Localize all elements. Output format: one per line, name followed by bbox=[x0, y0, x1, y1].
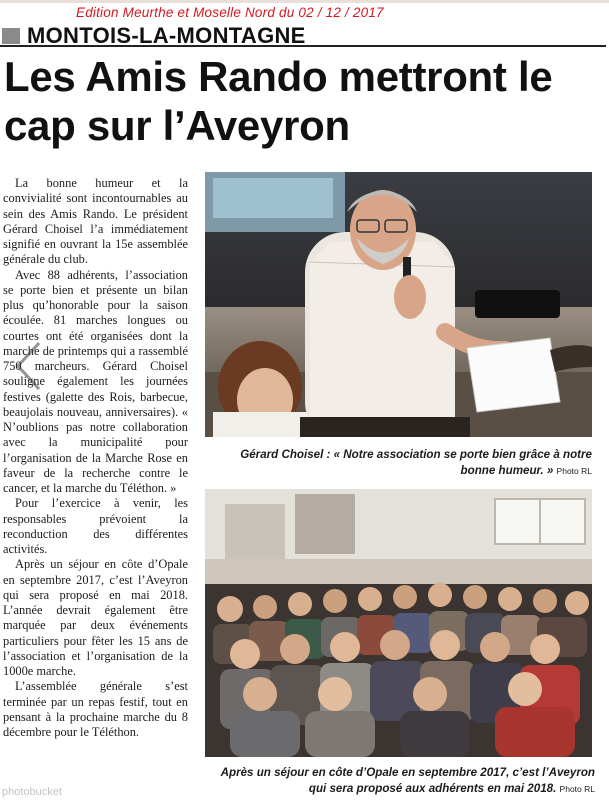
photo-audience-illustration bbox=[205, 489, 592, 757]
article-headline: Les Amis Rando mettront le cap sur l’Aveyron bbox=[4, 53, 553, 149]
photo-assembly-audience bbox=[205, 489, 592, 757]
section-title: MONTOIS-LA-MONTAGNE bbox=[27, 23, 306, 48]
audience-crowd bbox=[205, 583, 592, 757]
photo-caption bbox=[230, 447, 592, 479]
chevron-left-icon[interactable] bbox=[13, 340, 43, 392]
watermark: photobucket bbox=[2, 786, 62, 798]
section-marker-icon bbox=[2, 28, 20, 44]
photo-president-illustration bbox=[205, 172, 592, 437]
photo-credit: Photo RL bbox=[556, 466, 592, 476]
article-paragraph: Après un séjour en côte d’Opale en septembre 2017, c’est l’Aveyron qui sera proposé en mai 2018. L’année devrait également être marquée par deux événements particuliers pour fêter les 15 ans de l’association et l’organisation de la 1000e marche. bbox=[3, 557, 188, 678]
photo-president-speaking bbox=[205, 172, 592, 437]
top-rule bbox=[0, 0, 609, 3]
edition-line: Edition Meurthe et Moselle Nord du 02 / 12 / 2017 bbox=[76, 5, 384, 20]
article-body bbox=[3, 176, 188, 740]
article-paragraph: Pour l’exercice à venir, les responsables prévoient la reconduction des différentes activités. bbox=[3, 496, 188, 556]
section-header bbox=[0, 25, 606, 47]
article-paragraph: L’assemblée générale s’est terminée par un repas festif, tout en pensant à la prochaine marche du 8 décembre pour le Téléthon. bbox=[3, 679, 188, 739]
article-paragraph: La bonne humeur et la convivialité sont incontournables au sein des Amis Rando. Le président Gérard Choisel l’a immédiatement signifié en ouvrant la 15e assemblée générale du club. bbox=[3, 176, 188, 267]
photo-caption bbox=[205, 765, 595, 797]
caption-text: Après un séjour en côte d’Opale en septembre 2017, c’est l’Aveyron qui sera proposé aux adhérents en mai 2018. bbox=[220, 766, 595, 795]
photo-credit: Photo RL bbox=[559, 784, 595, 794]
caption-text: Gérard Choisel : « Notre association se porte bien grâce à notre bonne humeur. » bbox=[240, 448, 592, 477]
article-paragraph: Avec 88 adhérents, l’association se porte bien et présente un bilan plus qu’honorable pour la saison écoulée. 81 marches longues ou courtes ont été organisées dont la marche de printemps qui a rassemblé 750 marcheurs. Gérard Choisel souligne également les journées festives (galette des Rois, barbecue, beaujolais nouveau, anniversaires). « N’oublions pas notre collaboration avec la municipalité pour l’organisation de la Marche Rose en faveur de la recherche contre le cancer, et la marche du Téléthon. » bbox=[3, 267, 188, 495]
